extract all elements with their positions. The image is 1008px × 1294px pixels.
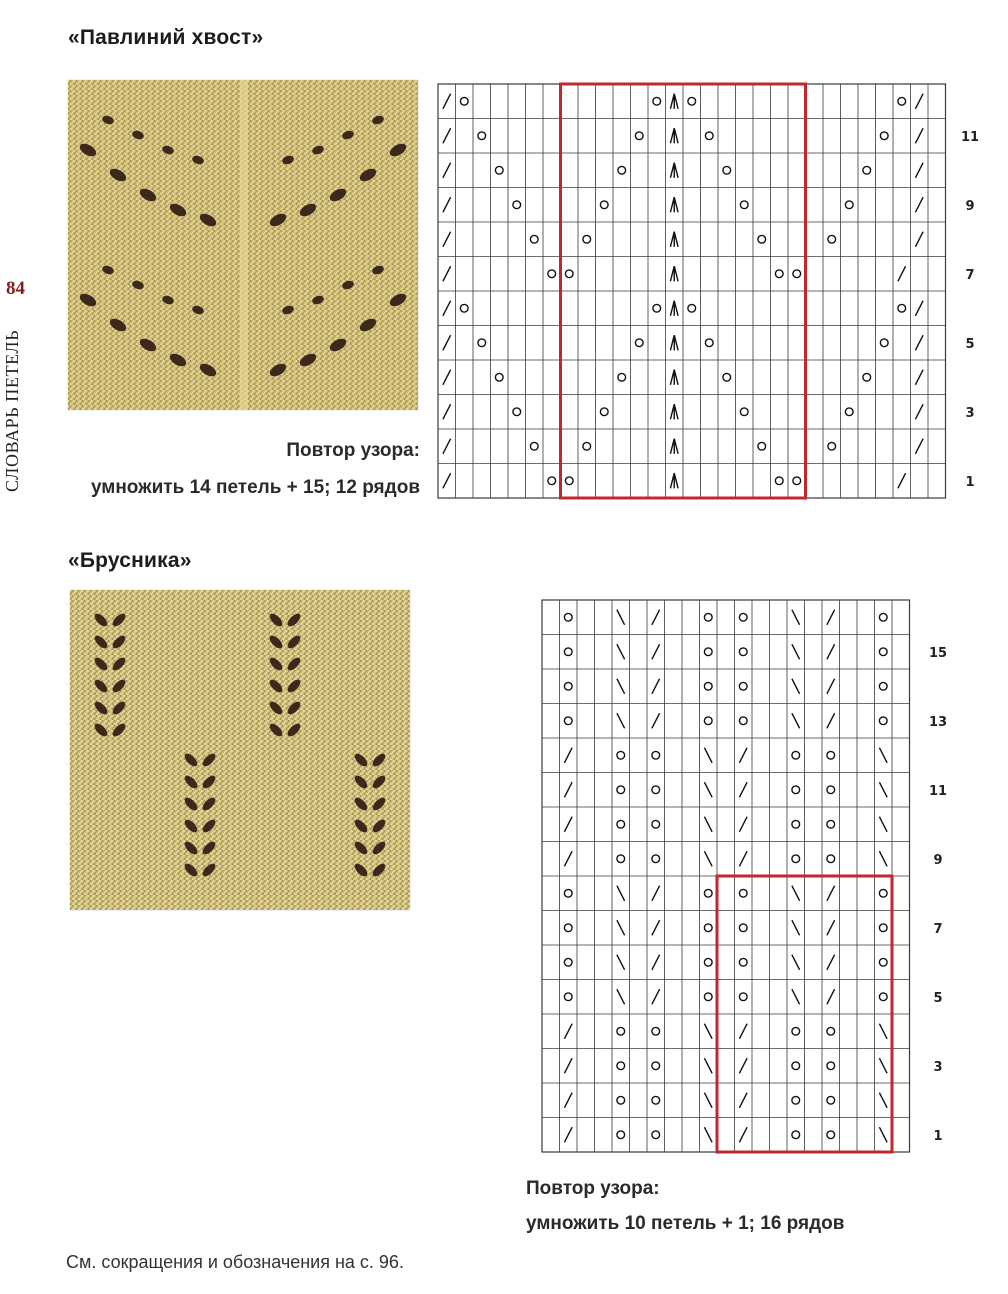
page-number: 84 [6,278,25,299]
row-number-label: 9 [965,198,975,214]
repeat-rule-peacock: умножить 14 петель + 15; 12 рядов [90,477,420,498]
row-number-label: 7 [933,921,943,937]
knitted-swatch-lingonberry-photo [70,590,410,910]
repeat-heading-peacock: Повтор узора: [286,440,420,461]
row-number-label: 7 [965,267,975,283]
footnote-reference: См. сокращения и обозначения на с. 96. [66,1252,404,1272]
row-number-label: 11 [960,129,980,145]
chart-lingonberry [530,590,990,1160]
row-number-label: 13 [928,714,948,730]
chart-grid [438,84,946,498]
knitted-swatch-peacock-tail-photo [68,80,418,410]
row-number-label: 3 [965,405,975,421]
row-number-label: 5 [965,336,975,352]
row-number-label: 9 [933,852,943,868]
pattern-title-peacock: «Павлиний хвост» [68,26,264,49]
row-number-label: 15 [928,645,948,661]
row-number-label: 5 [933,990,943,1006]
row-number-label: 1 [965,474,975,490]
row-number-label: 3 [933,1059,943,1075]
row-number-label: 1 [933,1128,943,1144]
pattern-title-lingonberry: «Брусника» [68,549,192,572]
repeat-heading-lingonberry: Повтор узора: [526,1178,660,1199]
section-label: СЛОВАРЬ ПЕТЕЛЬ [2,329,22,492]
row-number-label: 11 [928,783,948,799]
repeat-rule-lingonberry: умножить 10 петель + 1; 16 рядов [526,1213,845,1234]
chart-peacock-tail [430,76,990,500]
